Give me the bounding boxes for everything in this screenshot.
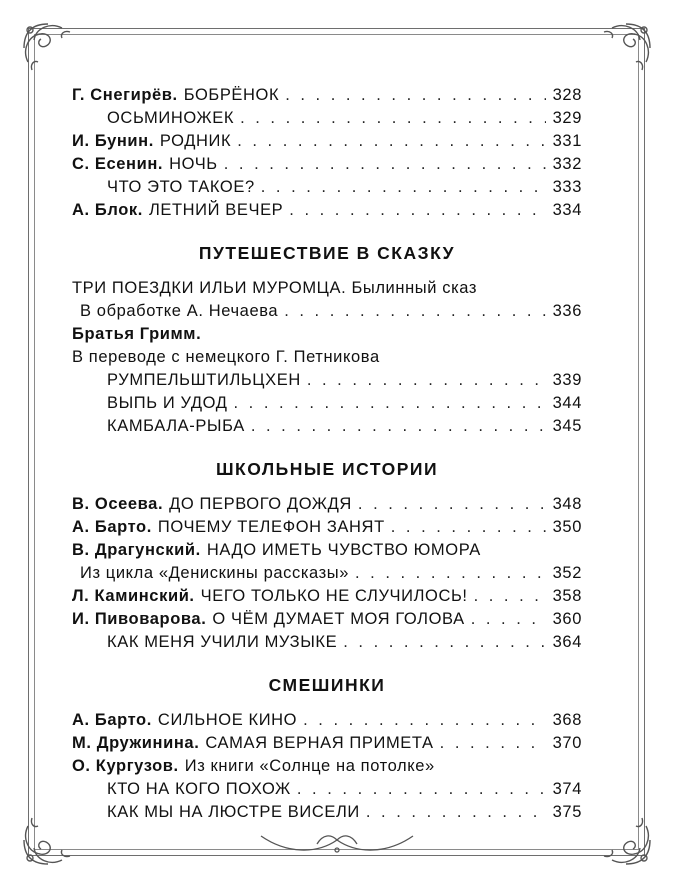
toc-entry-page-number: 328 bbox=[552, 86, 582, 104]
toc-entry-author: Л. Каминский. bbox=[72, 587, 195, 605]
toc-entry-author: А. Барто. bbox=[72, 711, 152, 729]
toc-entry[interactable] bbox=[72, 585, 582, 608]
dot-leader bbox=[440, 732, 546, 755]
toc-entry-title: ЧЕГО ТОЛЬКО НЕ СЛУЧИЛОСЬ! bbox=[200, 587, 468, 605]
dot-leader bbox=[343, 631, 546, 654]
dot-leader bbox=[471, 608, 546, 631]
toc-entry-title: КАМБАЛА-РЫБА bbox=[107, 417, 245, 435]
dot-leader bbox=[358, 493, 546, 516]
dot-leader bbox=[240, 107, 546, 130]
toc-entry-page-number: 348 bbox=[552, 495, 582, 513]
toc-entry-author: В. Осеева. bbox=[72, 495, 164, 513]
toc-entry-author: А. Барто. bbox=[72, 518, 152, 536]
toc-entry-title: ТРИ ПОЕЗДКИ ИЛЬИ МУРОМЦА. Былинный сказ bbox=[72, 279, 478, 297]
toc-entry-title: КТО НА КОГО ПОХОЖ bbox=[107, 780, 291, 798]
toc-entry-page-number: 329 bbox=[552, 109, 582, 127]
toc-entry[interactable] bbox=[72, 369, 582, 392]
toc-entry[interactable] bbox=[72, 130, 582, 153]
toc-entry[interactable] bbox=[72, 801, 582, 824]
dot-leader bbox=[307, 369, 546, 392]
dot-leader bbox=[366, 801, 546, 824]
toc-entry-page-number: 344 bbox=[552, 394, 582, 412]
toc-entry[interactable] bbox=[72, 277, 582, 300]
corner-ornament-top-right bbox=[592, 18, 656, 82]
toc-entry[interactable] bbox=[72, 709, 582, 732]
toc-entry-page-number: 345 bbox=[552, 417, 582, 435]
toc-entry[interactable] bbox=[72, 516, 582, 539]
toc-entry[interactable] bbox=[72, 176, 582, 199]
toc-entry-title: РУМПЕЛЬШТИЛЬЦХЕН bbox=[107, 371, 301, 389]
dot-leader bbox=[474, 585, 546, 608]
toc-entry-page-number: 370 bbox=[552, 734, 582, 752]
dot-leader bbox=[391, 516, 546, 539]
toc-entry[interactable] bbox=[72, 631, 582, 654]
dot-leader bbox=[289, 199, 546, 222]
dot-leader bbox=[261, 176, 546, 199]
toc-entry-title: ДО ПЕРВОГО ДОЖДЯ bbox=[169, 495, 352, 513]
toc-entry-page-number: 331 bbox=[552, 132, 582, 150]
toc-entry-title: КАК МЕНЯ УЧИЛИ МУЗЫКЕ bbox=[107, 633, 338, 651]
toc-entry[interactable] bbox=[72, 755, 582, 778]
toc-entry-title: Из цикла «Денискины рассказы» bbox=[80, 564, 349, 582]
toc-entry[interactable] bbox=[72, 346, 582, 369]
toc-entry-page-number: 333 bbox=[552, 178, 582, 196]
toc-entry[interactable] bbox=[72, 539, 582, 562]
toc-entry-page-number: 352 bbox=[552, 564, 582, 582]
toc-entry[interactable] bbox=[72, 778, 582, 801]
toc-entry[interactable] bbox=[72, 199, 582, 222]
dot-leader bbox=[297, 778, 546, 801]
toc-entry-author: А. Блок. bbox=[72, 201, 143, 219]
toc-entry[interactable] bbox=[72, 562, 582, 585]
toc-entry-title: ВЫПЬ И УДОД bbox=[107, 394, 228, 412]
toc-entry-author: И. Пивоварова. bbox=[72, 610, 207, 628]
toc-entry-title: ОСЬМИНОЖЕК bbox=[107, 109, 235, 127]
toc-entry-page-number: 332 bbox=[552, 155, 582, 173]
toc-entry-author: Г. Снегирёв. bbox=[72, 86, 178, 104]
toc-entry-author: Братья Гримм. bbox=[72, 325, 202, 343]
toc-entry-title: САМАЯ ВЕРНАЯ ПРИМЕТА bbox=[205, 734, 434, 752]
toc-entry-author: И. Бунин. bbox=[72, 132, 154, 150]
corner-ornament-bottom-right bbox=[592, 806, 656, 870]
toc-entry[interactable] bbox=[72, 300, 582, 323]
dot-leader bbox=[224, 153, 546, 176]
toc-entry-title: О ЧЁМ ДУМАЕТ МОЯ ГОЛОВА bbox=[212, 610, 465, 628]
toc-entry-title: ПОЧЕМУ ТЕЛЕФОН ЗАНЯТ bbox=[157, 518, 385, 536]
toc-entry-title: КАК МЫ НА ЛЮСТРЕ ВИСЕЛИ bbox=[107, 803, 360, 821]
dot-leader bbox=[303, 709, 546, 732]
dot-leader bbox=[355, 562, 546, 585]
section-title: СМЕШИНКИ bbox=[268, 675, 386, 695]
toc-entry-page-number: 350 bbox=[552, 518, 582, 536]
toc-entry[interactable] bbox=[72, 415, 582, 438]
toc-entry-page-number: 339 bbox=[552, 371, 582, 389]
toc-entry-author: О. Кургузов. bbox=[72, 757, 179, 775]
toc-entry[interactable] bbox=[72, 392, 582, 415]
dot-leader bbox=[234, 392, 547, 415]
toc-entry[interactable] bbox=[72, 323, 582, 346]
toc-entry-page-number: 334 bbox=[552, 201, 582, 219]
section-title: ШКОЛЬНЫЕ ИСТОРИИ bbox=[215, 459, 439, 479]
toc-entry-title: В обработке А. Нечаева bbox=[80, 302, 279, 320]
dot-leader bbox=[251, 415, 546, 438]
toc-entry[interactable] bbox=[72, 107, 582, 130]
section-title: ПУТЕШЕСТВИЕ В СКАЗКУ bbox=[198, 243, 456, 263]
toc-entry-title: В переводе с немецкого Г. Петникова bbox=[72, 348, 380, 366]
toc-entry[interactable] bbox=[72, 84, 582, 107]
toc-entry-title: Из книги «Солнце на потолке» bbox=[184, 757, 435, 775]
toc-entry-title: РОДНИК bbox=[159, 132, 232, 150]
dot-leader bbox=[284, 300, 546, 323]
toc-entry-title: НАДО ИМЕТЬ ЧУВСТВО ЮМОРА bbox=[206, 541, 481, 559]
toc-entry[interactable] bbox=[72, 732, 582, 755]
toc-entry-page-number: 375 bbox=[552, 803, 582, 821]
toc-entry-author: С. Есенин. bbox=[72, 155, 164, 173]
dot-leader bbox=[237, 130, 546, 153]
toc-entry-page-number: 368 bbox=[552, 711, 582, 729]
toc-entry-title: БОБРЁНОК bbox=[183, 86, 280, 104]
table-of-contents bbox=[72, 84, 582, 824]
toc-entry-page-number: 358 bbox=[552, 587, 582, 605]
toc-entry-title: ЧТО ЭТО ТАКОЕ? bbox=[107, 178, 255, 196]
toc-entry-title: ЛЕТНИЙ ВЕЧЕР bbox=[148, 201, 284, 219]
toc-entry-page-number: 360 bbox=[552, 610, 582, 628]
toc-entry-page-number: 336 bbox=[552, 302, 582, 320]
bottom-center-ornament bbox=[257, 830, 417, 858]
toc-entry-page-number: 374 bbox=[552, 780, 582, 798]
toc-entry-title: НОЧЬ bbox=[169, 155, 218, 173]
toc-entry-title: СИЛЬНОЕ КИНО bbox=[157, 711, 298, 729]
toc-entry[interactable] bbox=[72, 608, 582, 631]
toc-entry[interactable] bbox=[72, 493, 582, 516]
toc-entry-author: М. Дружинина. bbox=[72, 734, 200, 752]
toc-entry-page-number: 364 bbox=[552, 633, 582, 651]
toc-entry-author: В. Драгунский. bbox=[72, 541, 201, 559]
corner-ornament-top-left bbox=[18, 18, 82, 82]
toc-entry[interactable] bbox=[72, 153, 582, 176]
dot-leader bbox=[285, 84, 546, 107]
